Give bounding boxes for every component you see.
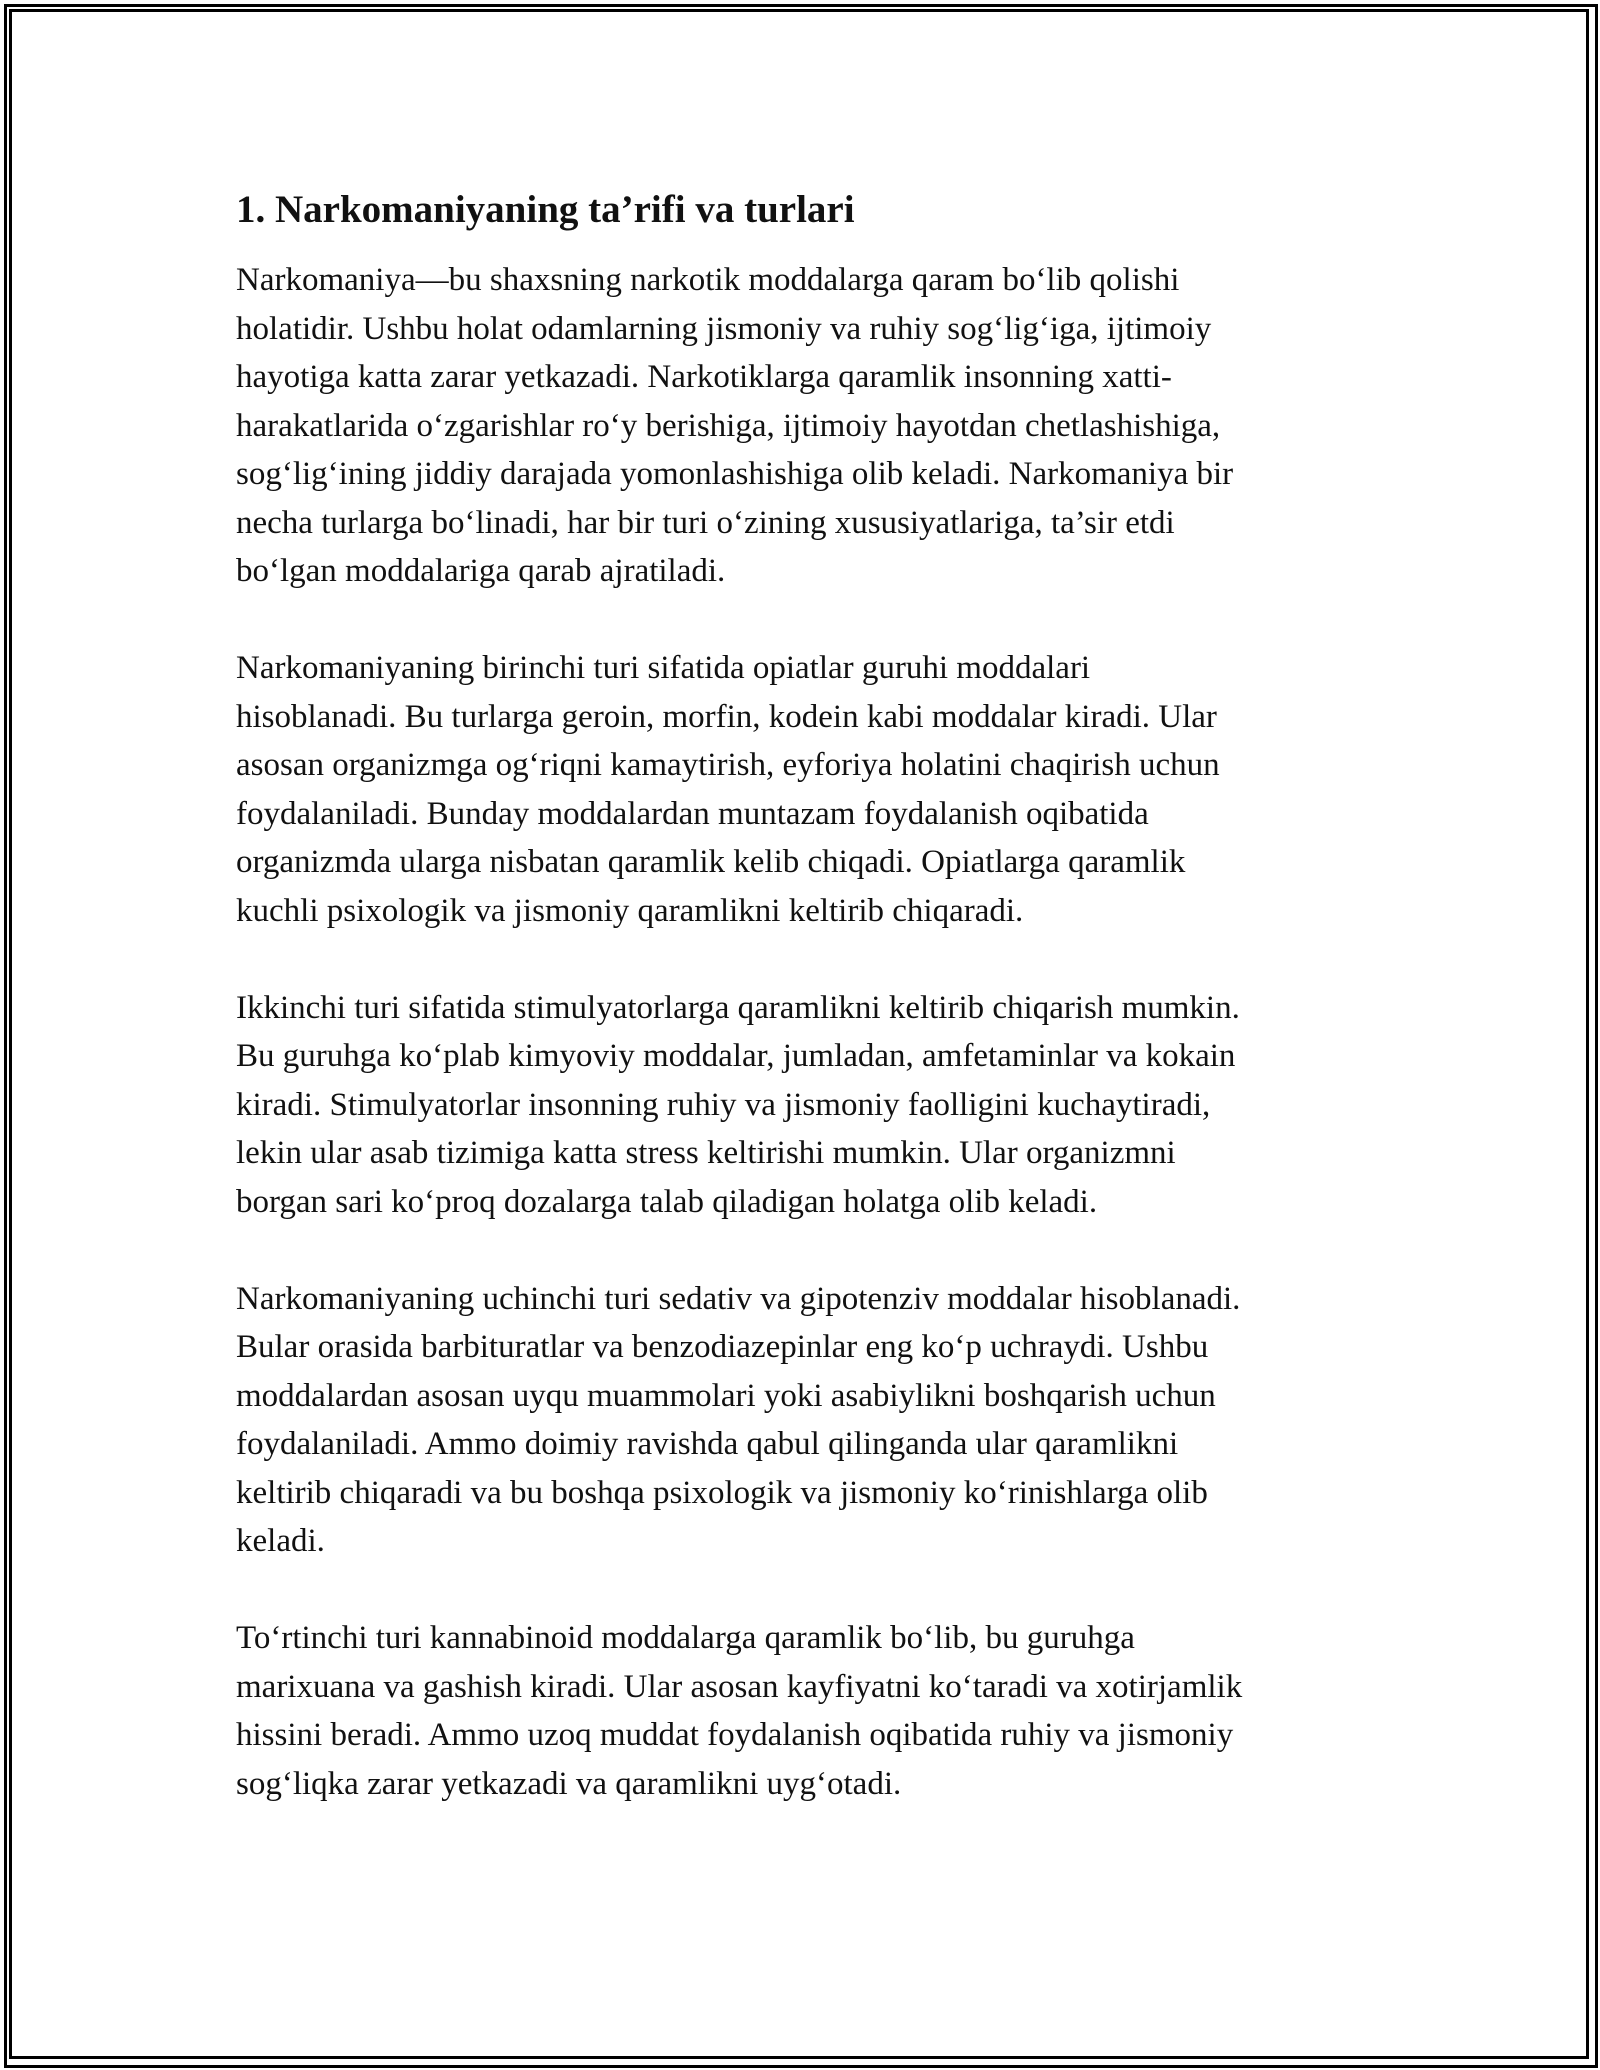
text-line: sog‘lig‘ining jiddiy darajada yomonlashishiga olib keladi. Narkomaniya bir bbox=[236, 456, 1234, 492]
text-line: borgan sari ko‘proq dozalarga talab qiladigan holatga olib keladi. bbox=[236, 1183, 1098, 1220]
text-line: necha turlarga bo‘linadi, har bir turi o‘zining xususiyatlariga, ta’sir etdi bbox=[236, 504, 1175, 541]
text-line: marixuana va gashish kiradi. Ular asosan kayfiyatni ko‘taradi va xotirjamlik bbox=[236, 1668, 1243, 1705]
paragraph-definition bbox=[236, 256, 1366, 596]
text-line: hisoblanadi. Bu turlarga geroin, morfin, kodein kabi moddalar kiradi. Ular bbox=[236, 698, 1217, 735]
text-line: sog‘liqka zarar yetkazadi va qaramlikni uyg‘otadi. bbox=[236, 1765, 902, 1802]
text-line: Bu guruhga ko‘plab kimyoviy moddalar, jumladan, amfetaminlar va kokain bbox=[236, 1038, 1236, 1074]
paragraph-cannabinoids bbox=[236, 1614, 1366, 1808]
text-line: harakatlarida o‘zgarishlar ro‘y berishiga, ijtimoiy hayotdan chetlashishiga, bbox=[236, 407, 1221, 444]
text-line: To‘rtinchi turi kannabinoid moddalarga qaramlik bo‘lib, bu guruhga bbox=[236, 1620, 1135, 1656]
text-line: bo‘lgan moddalariga qarab ajratiladi. bbox=[236, 553, 726, 589]
text-line: Narkomaniya—bu shaxsning narkotik moddalarga qaram bo‘lib qolishi bbox=[236, 262, 1180, 298]
text-line: kiradi. Stimulyatorlar insonning ruhiy va jismoniy faolligini kuchaytiradi, bbox=[236, 1086, 1211, 1123]
text-line: organizmda ularga nisbatan qaramlik kelib chiqadi. Opiatlarga qaramlik bbox=[236, 844, 1186, 880]
text-line: Narkomaniyaning uchinchi turi sedativ va gipotenziv moddalar hisoblanadi. bbox=[236, 1280, 1241, 1317]
text-line: foydalaniladi. Ammo doimiy ravishda qabul qilinganda ular qaramlikni bbox=[236, 1426, 1179, 1462]
text-line: asosan organizmga og‘riqni kamaytirish, eyforiya holatini chaqirish uchun bbox=[236, 747, 1220, 783]
text-line: keltirib chiqaradi va bu boshqa psixologik va jismoniy ko‘rinishlarga olib bbox=[236, 1474, 1208, 1511]
paragraph-sedatives bbox=[236, 1275, 1366, 1566]
text-line: keladi. bbox=[236, 1523, 325, 1559]
text-line: Ikkinchi turi sifatida stimulyatorlarga qaramlikni keltirib chiqarish mumkin. bbox=[236, 989, 1240, 1026]
paragraph-opiates bbox=[236, 644, 1366, 935]
document-body bbox=[236, 186, 1366, 1857]
text-line: lekin ular asab tizimiga katta stress keltirishi mumkin. Ular organizmni bbox=[236, 1135, 1176, 1171]
paragraph-stimulants bbox=[236, 984, 1366, 1227]
text-line: hissini beradi. Ammo uzoq muddat foydalanish oqibatida ruhiy va jismoniy bbox=[236, 1717, 1234, 1753]
text-line: Bular orasida barbituratlar va benzodiazepinlar eng ko‘p uchraydi. Ushbu bbox=[236, 1329, 1209, 1365]
text-line: Narkomaniyaning birinchi turi sifatida opiatlar guruhi moddalari bbox=[236, 650, 1091, 686]
text-line: kuchli psixologik va jismoniy qaramlikni keltirib chiqaradi. bbox=[236, 892, 1024, 929]
text-line: moddalardan asosan uyqu muammolari yoki asabiylikni boshqarish uchun bbox=[236, 1377, 1216, 1414]
text-line: holatidir. Ushbu holat odamlarning jismoniy va ruhiy sog‘lig‘iga, ijtimoiy bbox=[236, 310, 1212, 347]
text-line: foydalaniladi. Bunday moddalardan muntazam foydalanish oqibatida bbox=[236, 795, 1149, 832]
text-line: hayotiga katta zarar yetkazadi. Narkotiklarga qaramlik insonning xatti- bbox=[236, 359, 1172, 395]
section-heading: 1. Narkomaniyaning ta’rifi va turlari bbox=[236, 188, 855, 231]
